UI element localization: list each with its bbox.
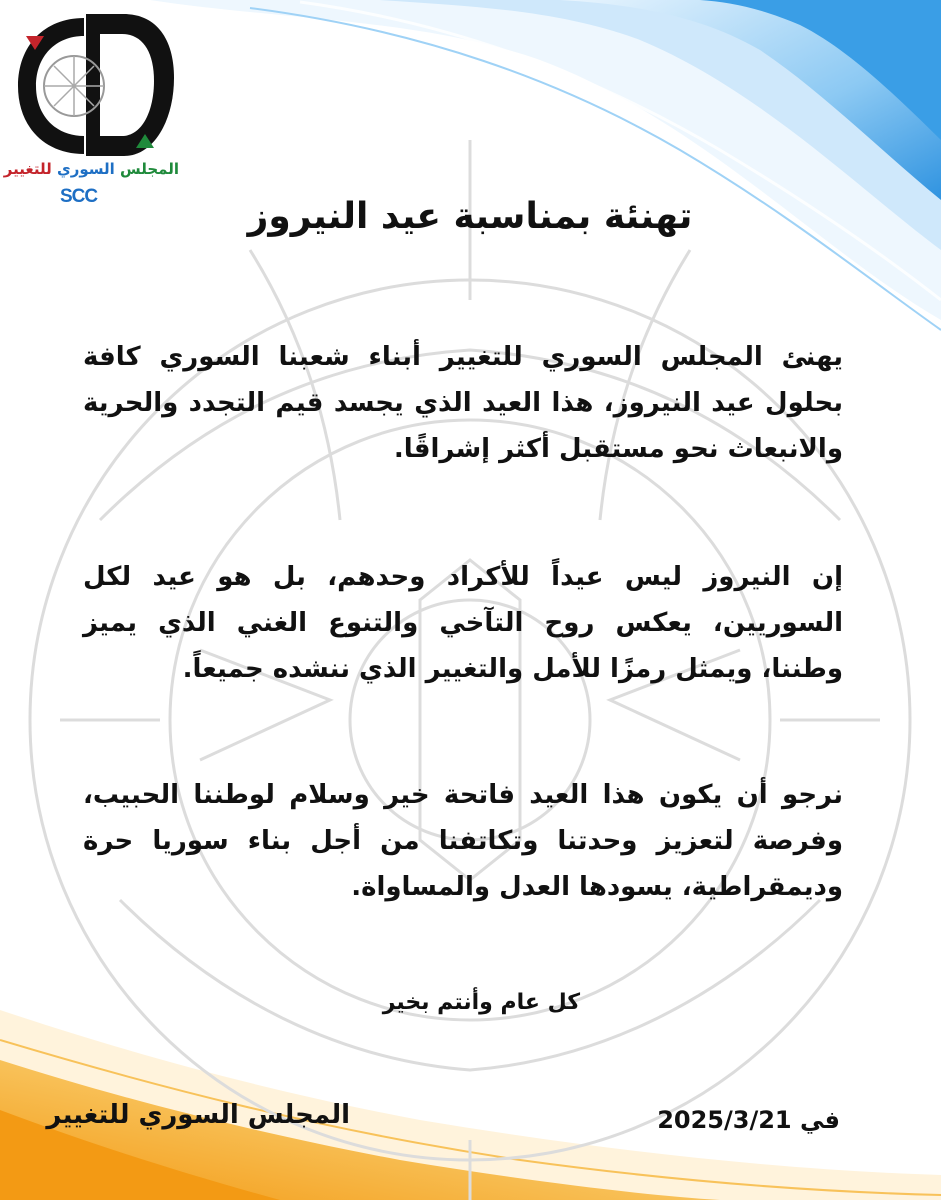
logo-name <box>4 160 179 178</box>
date-prefix: في <box>800 1106 840 1134</box>
paragraph-2: إن النيروز ليس عيداً للأكراد وحدهم، بل هو عيد لكل السوريين، يعكس روح التآخي والتنوع الغني الذي يميز وطننا، ويمثل رمزًا للأمل والتغيير الذي ننشده جميعاً. <box>83 562 843 684</box>
document-title: تهنئة بمناسبة عيد النيروز <box>247 196 693 237</box>
logo-abbreviation: SCC <box>60 186 98 207</box>
paragraph-3: نرجو أن يكون هذا العيد فاتحة خير وسلام لوطننا الحبيب، وفرصة لتعزيز وحدتنا وتكاتفنا من أجل بناء سوريا حرة وديمقراطية، يسودها العدل والمساواة. <box>83 780 843 902</box>
date-line <box>650 1106 840 1134</box>
closing-greeting: كل عام وأنتم بخير <box>382 990 580 1015</box>
signature: المجلس السوري للتغيير <box>46 1100 350 1130</box>
date-value: 2025/3/21 <box>657 1106 792 1134</box>
organization-logo <box>4 6 184 216</box>
logo-word-2: السوري <box>56 160 115 178</box>
paragraph-1: يهنئ المجلس السوري للتغيير أبناء شعبنا السوري كافة بحلول عيد النيروز، هذا العيد الذي يجسد قيم التجدد والحرية والانبعاث نحو مستقبل أكثر إشراقًا. <box>83 342 843 464</box>
logo-word-3: للتغيير <box>3 160 52 178</box>
logo-word-1: المجلس <box>120 160 179 178</box>
